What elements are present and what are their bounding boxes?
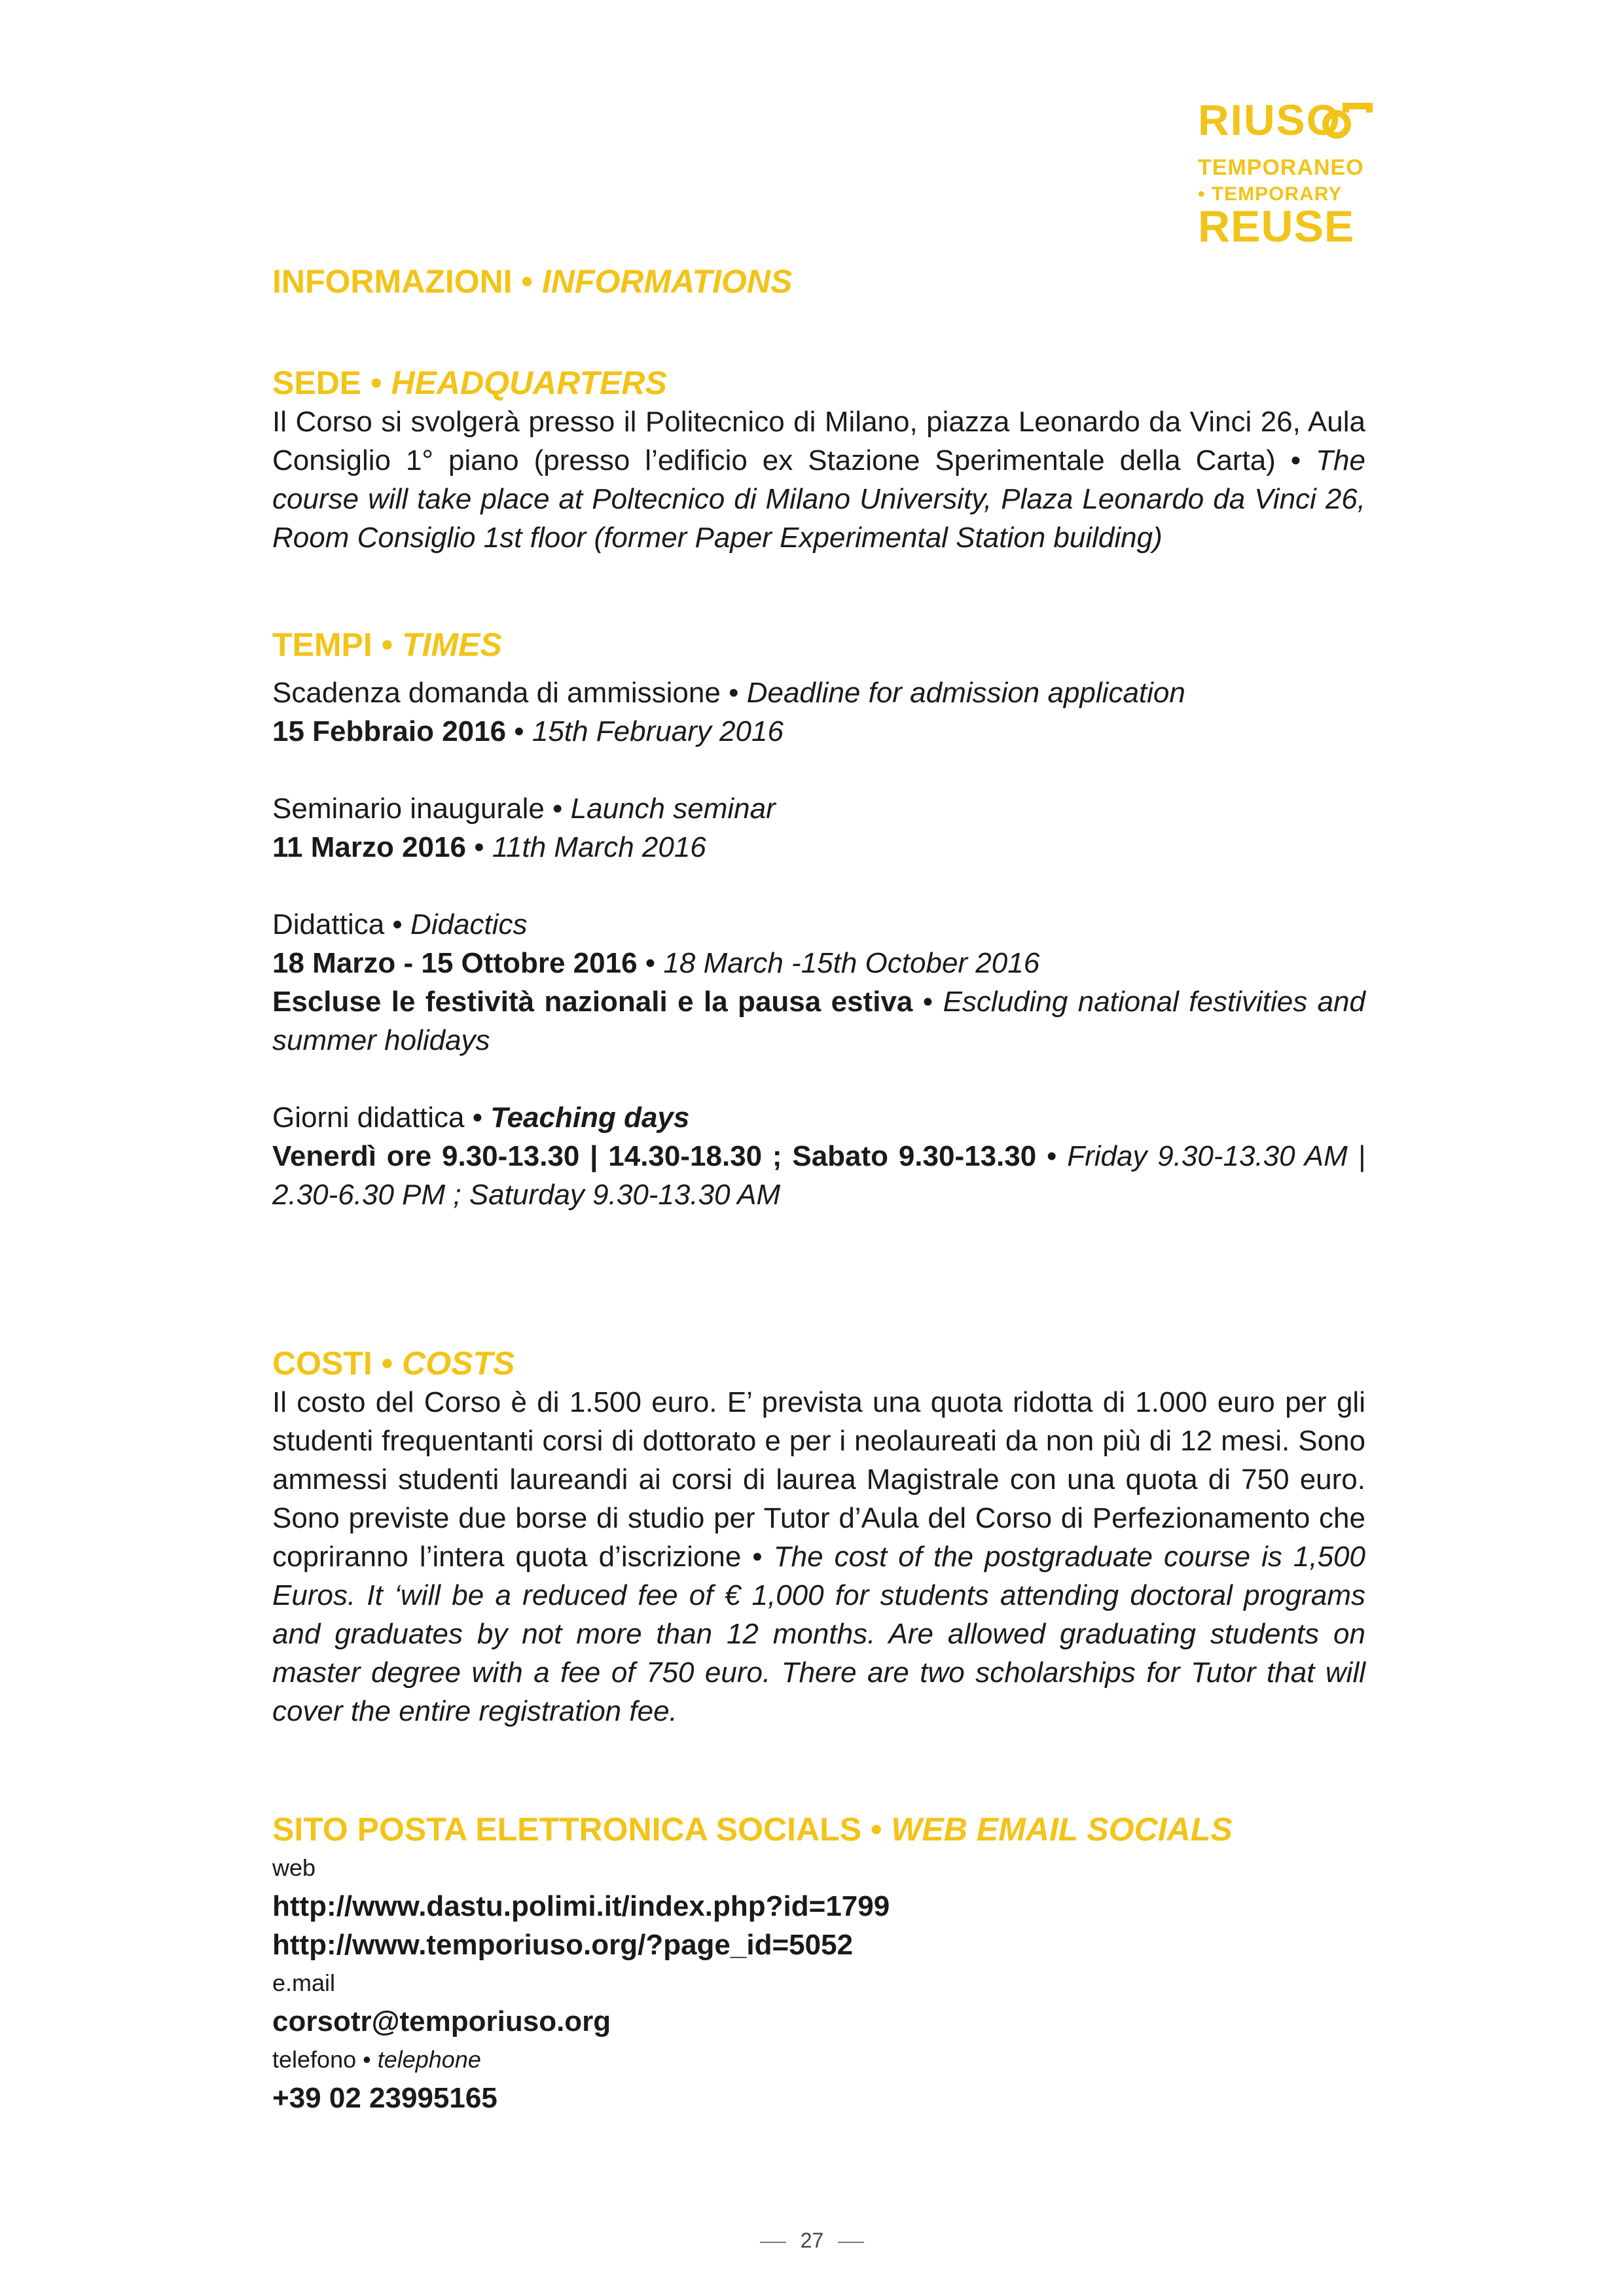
didattica-date-sep: • [637,947,664,979]
logo-line-2: TEMPORANEO [1198,155,1364,180]
didattica-date-en: 18 March -15th October 2016 [663,947,1040,979]
giorni-sep: • [464,1102,491,1134]
heading-en: WEB EMAIL SOCIALS [891,1811,1233,1848]
heading-it: SEDE [272,365,362,401]
sede-text [272,403,1365,557]
seminario-sep: • [544,793,571,825]
escluse-en: Escluding national festivities and summer holidays [272,986,1365,1056]
email-link[interactable]: corsotr@temporiuso.org [272,2005,611,2037]
riuso-temporaneo-logo [1198,98,1368,249]
logo-circle-mark-icon [1321,98,1373,151]
didattica-date [272,944,1365,982]
web-link-temporiuso[interactable]: http://www.temporiuso.org/?page_id=5052 [272,1929,854,1961]
seminario-date-sep: • [465,831,492,863]
seminario-date-it: 11 Marzo 2016 [272,831,466,863]
heading-en: TIMES [402,626,502,663]
costi-sep: • [741,1541,774,1573]
page-footer [0,2229,1624,2253]
seminario-en: Launch seminar [570,793,776,825]
heading-it: INFORMAZIONI [272,263,513,300]
didattica-en: Didactics [410,908,528,941]
email-label: e.mail [272,1969,336,1996]
informations-heading [272,262,792,301]
didattica-label [272,905,1365,944]
scadenza-sep: • [720,677,747,709]
costi-text-it: Il costo del Corso è di 1.500 euro. E’ prevista una quota ridotta di 1.000 euro per gli studenti frequentanti corsi di dottorato e per i neolaureati da non più di 12 mesi. Sono ammessi studenti laureandi ai corsi di laurea Magistrale con una quota di 750 euro. Sono previste due borse di studio per Tutor d’Aula del Corso di Perfezionamento che copriranno l’intera quota d’iscrizione [272,1386,1365,1573]
seminario-label [272,789,1365,828]
heading-sep: • [512,263,542,300]
didattica-date-it: 18 Marzo - 15 Ottobre 2016 [272,947,638,979]
scadenza-it: Scadenza domanda di ammissione [272,677,721,709]
scadenza-date-sep: • [506,715,532,747]
giorni-label [272,1098,1365,1137]
orari-it: Venerdì ore 9.30-13.30 | 14.30-18.30 ; Sabato 9.30-13.30 [272,1140,1037,1172]
seminario-it: Seminario inaugurale [272,793,545,825]
scadenza-label [272,673,1365,712]
costi-heading [272,1344,1365,1383]
didattica-it: Didattica [272,908,385,941]
contacts-heading [272,1810,1365,1849]
phone-label-it: telefono [272,2046,357,2073]
phone-label-en: telephone [377,2046,481,2073]
page-number: 27 [800,2229,824,2252]
sede-heading [272,363,1365,403]
heading-it: COSTI [272,1345,372,1382]
seminario-date-en: 11th March 2016 [492,831,706,863]
heading-en: INFORMATIONS [541,263,793,300]
orari-en: Friday 9.30-13.30 AM | 2.30-6.30 PM ; Saturday 9.30-13.30 AM [272,1140,1365,1211]
heading-en: HEADQUARTERS [391,365,667,401]
giorni-en: Teaching days [490,1102,690,1134]
heading-sep: • [372,1345,403,1382]
heading-it: TEMPI [272,626,372,663]
giorni-it: Giorni didattica [272,1102,465,1134]
didattica-sep: • [384,908,411,941]
tempi-section [272,625,1365,1214]
seminario-date [272,828,1365,867]
heading-sep: • [372,626,403,663]
scadenza-en: Deadline for admission application [746,677,1185,709]
sede-text-en: The course will take place at Poltecnico di Milano University, Plaza Leonardo da Vinci 26, Room Consiglio 1st floor (former Paper Experimental Station building) [272,444,1365,554]
scadenza-date [272,712,1365,751]
logo-line-3: • TEMPORARY [1198,183,1343,205]
phone-label-sep: • [356,2046,378,2073]
phone-number[interactable]: +39 02 23995165 [272,2082,497,2114]
web-link-dastu[interactable]: http://www.dastu.polimi.it/index.php?id=1799 [272,1890,890,1922]
heading-sep: • [361,365,391,401]
escluse-it: Escluse le festività nazionali e la pausa estiva [272,986,913,1018]
costi-section [272,1344,1365,1731]
sede-text-it: Il Corso si svolgerà presso il Politecnico di Milano, piazza Leonardo da Vinci 26, Aula Consiglio 1° piano (presso l’edificio ex Stazione Sperimentale della Carta) [272,406,1365,476]
orari-sep: • [1036,1140,1068,1172]
orari [272,1137,1365,1214]
heading-en: COSTS [402,1345,515,1382]
footer-dash-left [760,2242,786,2243]
costi-text [272,1383,1365,1731]
web-label: web [272,1854,316,1881]
escluse-sep: • [912,986,943,1018]
phone-label [272,2041,1365,2079]
scadenza-date-en: 15th February 2016 [532,715,784,747]
tempi-heading [272,625,1365,664]
sede-section [272,363,1365,557]
footer-dash-right [838,2242,864,2243]
logo-line-1: RIUSO [1198,96,1342,144]
heading-it: SITO POSTA ELETTRONICA SOCIALS [272,1811,862,1848]
logo-line-4: REUSE [1198,202,1355,251]
contacts-section [272,1810,1365,2117]
costi-text-en: The cost of the postgraduate course is 1,500 Euros. It ‘will be a reduced fee of € 1,000 for students attending doctoral programs and graduates by not more than 12 months. Are allowed graduating students on master degree with a fee of 750 euro. There are two scholarships for Tutor that will cover the entire registration fee. [272,1541,1366,1727]
scadenza-date-it: 15 Febbraio 2016 [272,715,507,747]
heading-sep: • [861,1811,892,1848]
sede-sep: • [1275,444,1316,476]
escluse-note [272,982,1365,1060]
